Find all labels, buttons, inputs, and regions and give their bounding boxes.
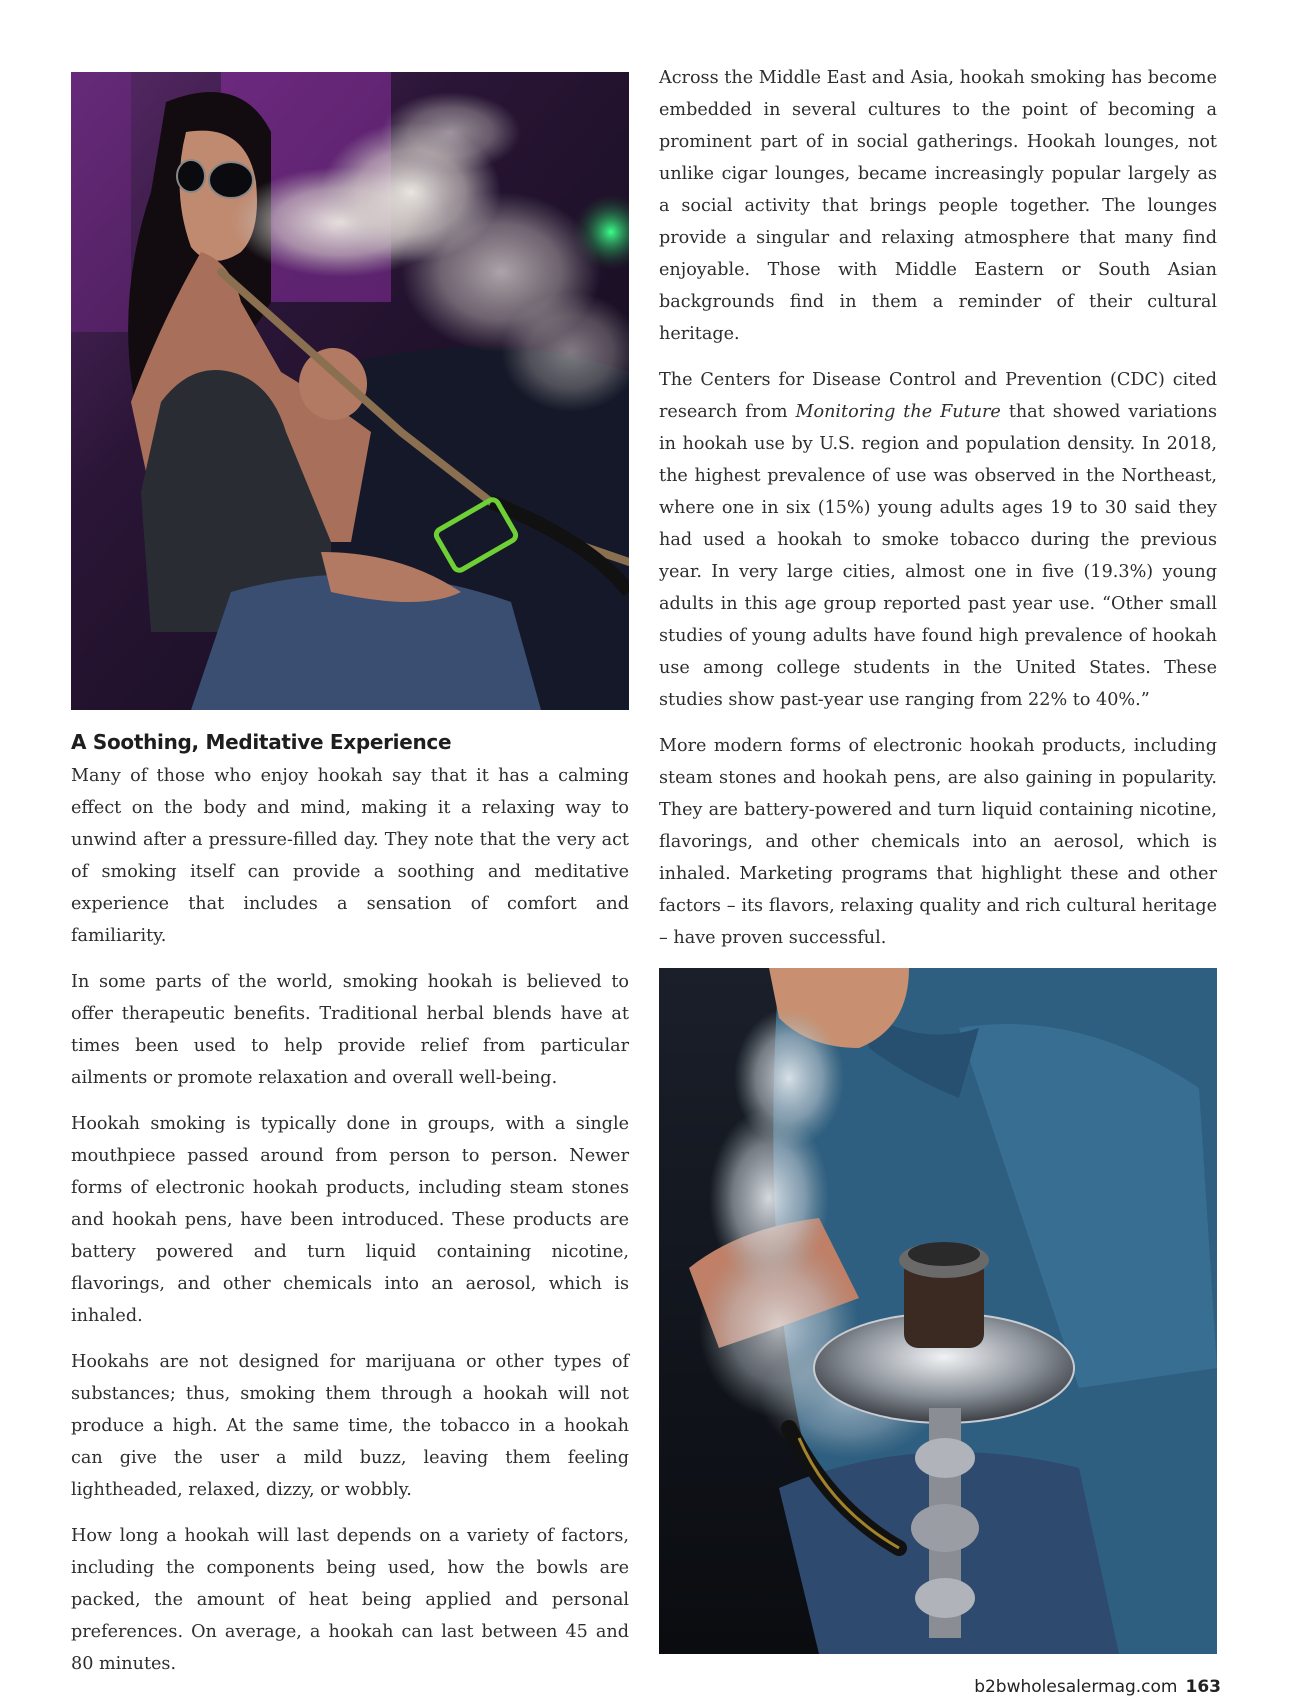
woman-hookah-photo (71, 72, 629, 710)
woman-hookah-illustration (71, 72, 629, 710)
text-run: The Centers for Disease Control and Prevention (CDC) cited research from (659, 370, 1217, 422)
publication-title: Monitoring the Future (795, 402, 1001, 422)
page-number: 163 (1185, 1677, 1221, 1697)
body-paragraph-cdc (659, 364, 1217, 716)
body-paragraph: How long a hookah will last depends on a variety of factors, including the components being used, how the bowls are packed, the amount of heat being applied and personal preferences. On average, a hookah can last between 45 and 80 minutes. (71, 1526, 629, 1674)
body-paragraph: Across the Middle East and Asia, hookah smoking has become embedded in several cultures to the point of becoming a prominent part of in social gatherings. Hookah lounges, not unlike cigar lounges, became increasingly popular largely as a social activity that brings people together. The lounges provide a singular and relaxing atmosphere that many find enjoyable. Those with Middle Eastern or South Asian backgrounds find in them a reminder of their cultural heritage. (659, 68, 1217, 344)
body-paragraph: Hookahs are not designed for marijuana or other types of substances; thus, smoking them through a hookah will not produce a high. At the same time, the tobacco in a hookah can give the user a mild buzz, leaving them feeling lightheaded, relaxed, dizzy, or wobbly. (71, 1352, 629, 1500)
man-hookah-photo (659, 968, 1217, 1654)
section-heading: A Soothing, Meditative Experience (71, 730, 452, 754)
text-run: that showed variations in hookah use by U.S. region and population density. In 2018, the highest prevalence of use was observed in the Northeast, where one in six (15%) young adults ages 19 to 30 said they had used a hookah to smoke tobacco during the previous year. In very large cities, almost one in five (19.3%) young adults in this age group reported past year use. “Other small studies of young adults have found high prevalence of hookah use among college students in the United States. These studies show past-year use ranging from 22% to 40%.” (659, 402, 1218, 710)
right-column (659, 62, 1217, 1654)
body-paragraph: Many of those who enjoy hookah say that it has a calming effect on the body and mind, making it a relaxing way to unwind after a pressure-filled day. They note that the very act of smoking itself can provide a soothing and meditative experience that includes a sensation of comfort and familiarity. (71, 766, 629, 946)
left-column (71, 72, 629, 1694)
man-hookah-illustration (659, 968, 1217, 1654)
page-footer (974, 1677, 1221, 1697)
site-url: b2bwholesalermag.com (974, 1677, 1178, 1697)
body-paragraph: Hookah smoking is typically done in groups, with a single mouthpiece passed around from person to person. Newer forms of electronic hookah products, including steam stones and hookah pens, have been introduced. These products are battery powered and turn liquid containing nicotine, flavorings, and other chemicals into an aerosol, which is inhaled. (71, 1114, 629, 1326)
body-paragraph: In some parts of the world, smoking hookah is believed to offer therapeutic benefits. Traditional herbal blends have at times been used to help provide relief from particular ailments or promote relaxation and overall well-being. (71, 972, 629, 1088)
body-paragraph: More modern forms of electronic hookah products, including steam stones and hookah pens, are also gaining in popularity. They are battery-powered and turn liquid containing nicotine, flavorings, and other chemicals into an aerosol, which is inhaled. Marketing programs that highlight these and other factors – its flavors, relaxing quality and rich cultural heritage – have proven successful. (659, 736, 1217, 948)
